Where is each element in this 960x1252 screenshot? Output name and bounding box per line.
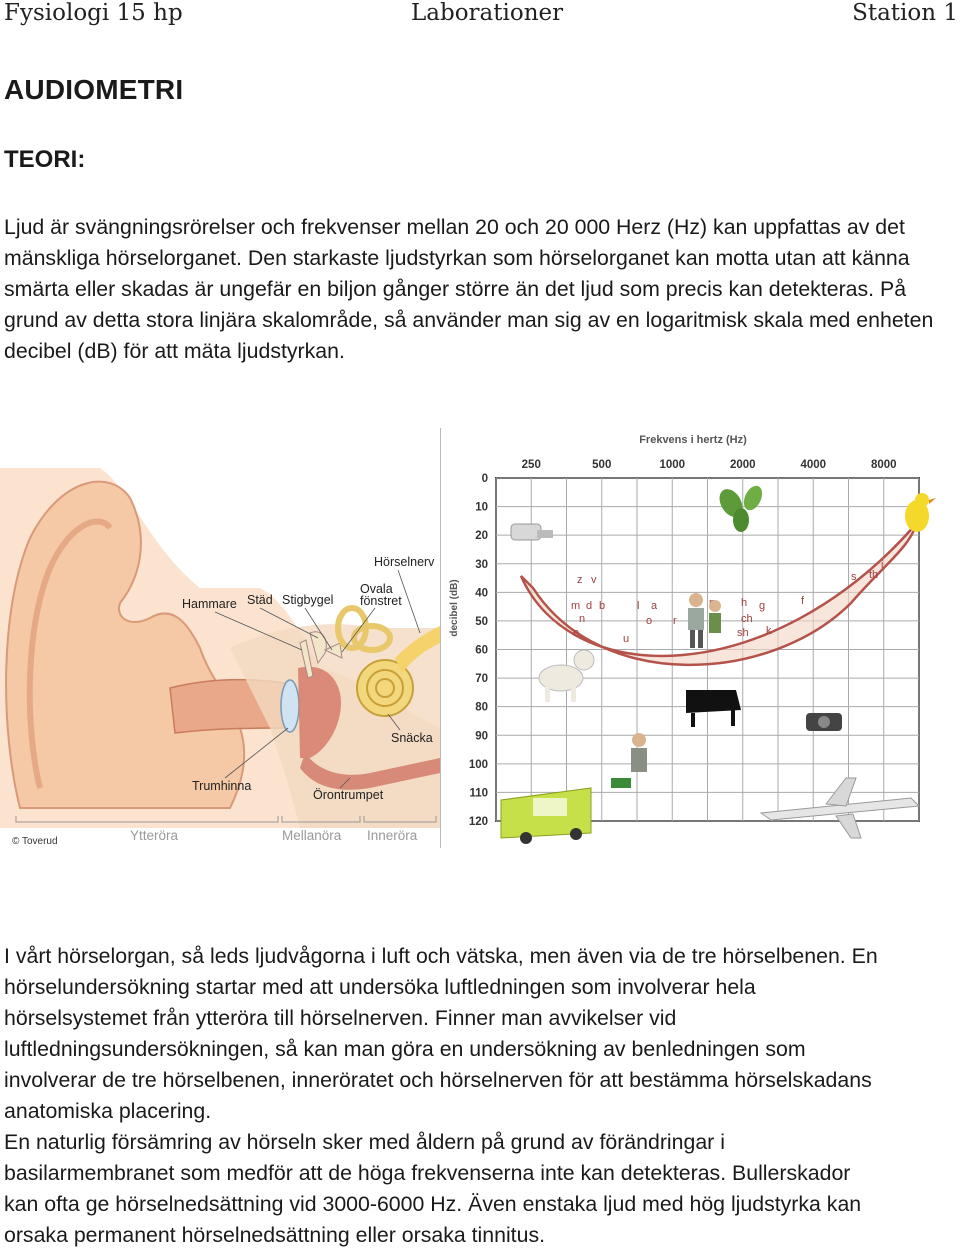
text-line: anatomiska placering. <box>4 1099 212 1123</box>
chart-title: Frekvens i hertz (Hz) <box>639 434 747 446</box>
label-orontrumpet: Örontrumpet <box>313 788 384 802</box>
speech-sound-letter: f <box>801 595 805 607</box>
speech-sound-letter: k <box>766 625 772 637</box>
text-line: En naturlig försämring av hörseln sker med åldern på grund av förändringar i <box>4 1130 725 1154</box>
hearing-exam-paragraph <box>4 941 954 1127</box>
y-tick-label: 20 <box>475 530 488 543</box>
speech-sound-letter: r <box>673 615 677 627</box>
speech-sound-letter: g <box>759 600 766 612</box>
y-tick-label: 80 <box>475 701 488 714</box>
speech-sound-letter: n <box>579 613 586 625</box>
speech-sound-letter: v <box>591 574 597 586</box>
speech-sound-letter: b <box>599 600 606 612</box>
speech-sound-letter: i <box>881 559 884 571</box>
y-tick-label: 10 <box>475 501 488 514</box>
x-tick-label: 8000 <box>870 459 897 471</box>
label-hammare: Hammare <box>182 597 237 611</box>
label-ovala-1: Ovala <box>360 582 393 596</box>
page-header <box>0 0 960 30</box>
x-tick-label: 4000 <box>800 459 827 471</box>
speech-sound-letter: o <box>646 615 653 627</box>
label-ovala-2: fönstret <box>360 594 402 608</box>
text-line: orsaka permanent hörselnedsättning eller orsaka tinnitus. <box>4 1223 546 1247</box>
y-tick-label: 90 <box>475 730 488 743</box>
y-tick-label: 100 <box>468 758 488 771</box>
speech-sound-letter: z <box>577 574 583 586</box>
y-tick-label: 40 <box>475 587 488 600</box>
x-tick-label: 500 <box>592 459 612 471</box>
label-innerora: Inneröra <box>367 828 418 843</box>
ear-anatomy-figure <box>0 428 440 850</box>
station-label: Station 1 <box>852 0 958 26</box>
audiogram-chart <box>441 428 946 850</box>
page-title: AUDIOMETRI <box>4 74 184 105</box>
speech-sound-letter: ch <box>741 613 753 625</box>
label-snacka: Snäcka <box>391 731 433 745</box>
y-tick-label: 110 <box>469 787 488 800</box>
copyright-text: © Toverud <box>12 836 58 847</box>
label-trumhinna: Trumhinna <box>192 779 252 793</box>
telephone-icon <box>806 713 842 731</box>
text-line: hörselundersökning startar med att undersöka luftledningen som involverar hela <box>4 975 756 999</box>
speech-sound-letter: d <box>586 600 593 612</box>
y-tick-label: 120 <box>468 816 488 828</box>
speech-sound-letter: l <box>637 600 640 612</box>
label-stigbygel: Stigbygel <box>282 593 334 607</box>
label-mellanora: Mellanöra <box>282 828 342 843</box>
speech-sound-letter: sh <box>737 627 749 639</box>
x-tick-label: 1000 <box>659 459 686 471</box>
text-line: kan ofta ge hörselnedsättning vid 3000-6000 Hz. Även enstaka ljud med hög ljudstyrka kan <box>4 1192 862 1216</box>
speech-sound-letter: a <box>651 600 658 612</box>
section-name: Laborationer <box>411 0 564 26</box>
label-horselnerv: Hörselnerv <box>374 555 435 569</box>
y-axis-label: decibel (dB) <box>449 579 460 637</box>
y-tick-label: 70 <box>475 673 488 686</box>
speech-sound-letter: e <box>573 627 580 639</box>
speech-sound-letter: u <box>623 633 630 645</box>
text-line: luftledningsundersökningen, så kan man göra en undersökning av benledningen som <box>4 1037 806 1061</box>
label-stad: Städ <box>247 593 273 607</box>
text-line: hörselsystemet från ytteröra till hörselnerven. Finner man avvikelser vid <box>4 1006 677 1030</box>
speech-sound-letter: s <box>851 571 857 583</box>
text-line: involverar de tre hörselbenen, inneröratet och hörselnerven för att bestämma hörselskadans <box>4 1068 872 1092</box>
x-tick-label: 2000 <box>729 459 756 471</box>
hearing-loss-paragraph <box>4 1127 954 1251</box>
y-tick-label: 60 <box>475 644 488 657</box>
y-tick-label: 30 <box>475 558 488 571</box>
section-heading: TEORI: <box>4 146 86 173</box>
text-line: basilarmembranet som medför att de höga frekvenserna inte kan detekteras. Bullerskador <box>4 1161 851 1185</box>
speech-sound-letter: m <box>571 600 581 612</box>
text-line: I vårt hörselorgan, så leds ljudvågorna i luft och vätska, men även via de tre hörselbenen. En <box>4 944 878 968</box>
speech-sound-letter: th <box>869 569 879 581</box>
x-tick-label: 250 <box>521 459 541 471</box>
eardrum-shape <box>281 680 299 732</box>
label-ytterora: Ytteröra <box>130 828 179 843</box>
intro-paragraph: Ljud är svängningsrörelser och frekvenser mellan 20 och 20 000 Herz (Hz) kan uppfattas av det mänskliga hörselorganet. Den starkaste ljudstyrkan som hörselorganet kan motta utan att känna smärta eller skadas är ungefär en biljon gånger större än det ljud som precis kan detekteras. På grund av detta stora linjära skalområde, så använder man sig av en logaritmisk skala med enheten decibel (dB) för att mäta ljudstyrkan. <box>4 215 934 363</box>
y-tick-label: 0 <box>481 473 488 485</box>
y-tick-label: 50 <box>475 615 488 628</box>
course-name: Fysiologi 15 hp <box>4 0 183 26</box>
speech-sound-letter: h <box>741 597 748 609</box>
